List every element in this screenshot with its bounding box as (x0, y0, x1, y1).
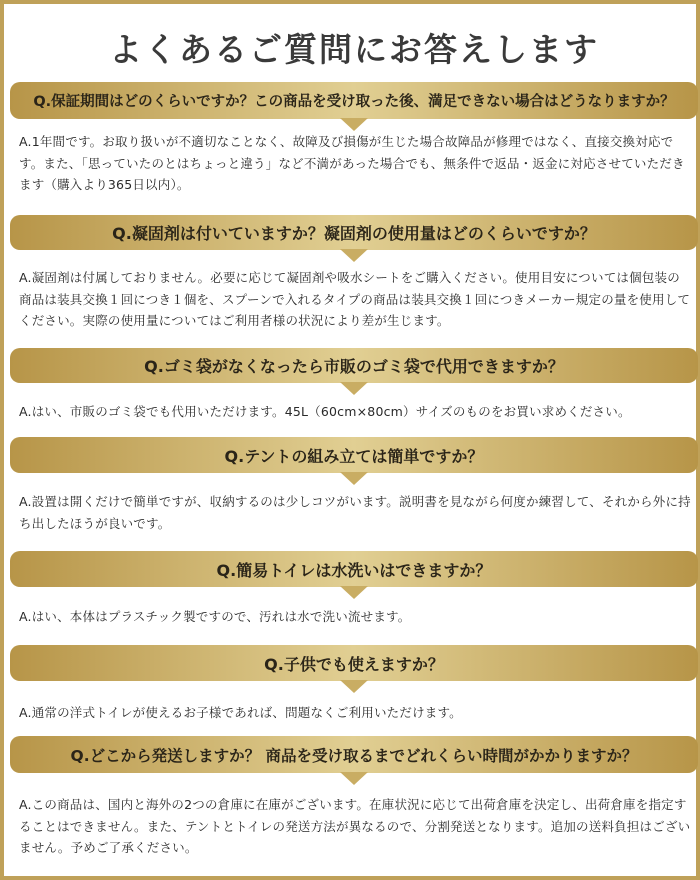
faq-question-2 (10, 215, 698, 250)
down-arrow-icon (340, 249, 368, 262)
faq-answer-6: A.通常の洋式トイレが使えるお子様であれば、問題なくご利用いただけます。 (19, 705, 462, 720)
down-arrow-icon (340, 382, 368, 395)
faq-question-4-text: Q.テントの組み立ては簡単ですか？ (224, 446, 484, 466)
faq-answer-7: A.この商品は、国内と海外の2つの倉庫に在庫がございます。在庫状況に応じて出荷倉庫を決定し、出荷倉庫を指定することはできません。また、テントとトイレの発送方法が異なるので、分割発送となります。追加の送料負担はございません。予めご了承ください。 (19, 797, 691, 855)
faq-question-6-text: Q.子供でも使えますか？ (264, 654, 444, 674)
page-title: よくあるご質問にお答えします (109, 30, 599, 69)
faq-question-1 (10, 82, 698, 119)
faq-answer-3: A.はい、市販のゴミ袋でも代用いただけます。45L（60cm×80cm）サイズのものをお買い求めください。 (19, 404, 631, 419)
faq-question-4 (10, 437, 698, 473)
faq-answer-2: A.凝固剤は付属しておりません。必要に応じて凝固剤や吸水シートをご購入ください。使用目安については個包装の商品は装具交換１回につき１個を、スプーンで入れるタイプの商品は装具交換１回につきメーカー規定の量を使用してください。実際の使用量についてはご利用者様の状況により差が生じます。 (19, 270, 691, 328)
faq-question-3 (10, 348, 698, 383)
down-arrow-icon (340, 586, 368, 599)
faq-question-5 (10, 551, 698, 587)
faq-question-7-text: Q.どこから発送しますか？ 商品を受け取るまでどれくらい時間がかかりますか？ (70, 746, 638, 765)
faq-answer-1: A.1年間です。お取り扱いが不適切なことなく、故障及び損傷が生じた場合故障品が修理ではなく、直接交換対応です。また、「思っていたのとはちょっと違う」など不満があった場合でも、無条件で返品・返金に対応させていただきます（購入より365日以内）。 (19, 134, 685, 192)
down-arrow-icon (340, 472, 368, 485)
faq-question-1-text: Q.保証期間はどのくらいですか？この商品を受け取った後、満足できない場合はどうなりますか？ (33, 94, 675, 110)
faq-answer-4: A.設置は開くだけで簡単ですが、収納するのは少しコツがいます。説明書を見ながら何度か練習して、それから外に持ち出したほうが良いです。 (19, 494, 691, 531)
faq-question-5-text: Q.簡易トイレは水洗いはできますか？ (216, 560, 492, 580)
down-arrow-icon (340, 680, 368, 693)
faq-question-7 (10, 736, 698, 773)
down-arrow-icon (340, 772, 368, 785)
faq-question-2-text: Q.凝固剤は付いていますか？凝固剤の使用量はどのくらいですか？ (112, 224, 596, 243)
down-arrow-icon (340, 118, 368, 131)
faq-question-3-text: Q.ゴミ袋がなくなったら市販のゴミ袋で代用できますか？ (144, 357, 564, 376)
faq-question-6 (10, 645, 698, 681)
faq-answer-5: A.はい、本体はプラスチック製ですので、汚れは水で洗い流せます。 (19, 609, 411, 624)
